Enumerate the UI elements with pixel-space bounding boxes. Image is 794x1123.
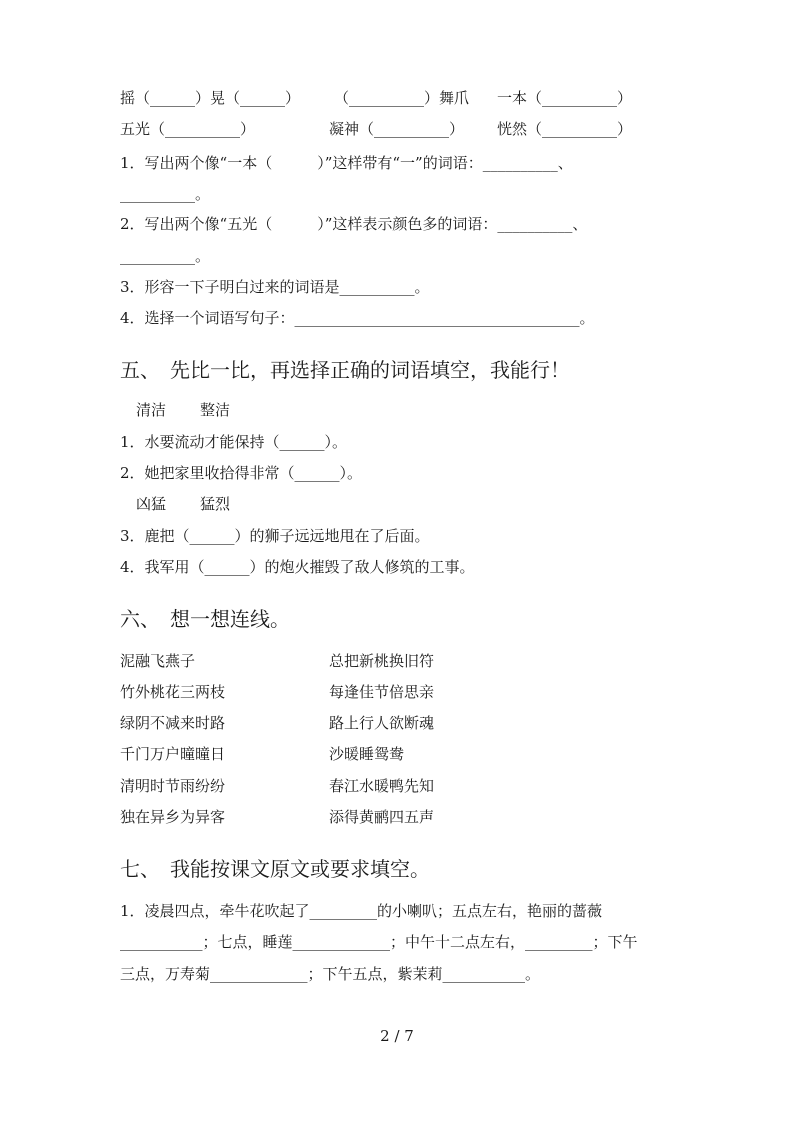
poem-line-right[interactable]: 路上行人欲断魂 [329, 714, 435, 732]
question-line: 3．鹿把（______）的狮子远远地甩在了后面。 [120, 527, 430, 545]
word-choice: 凶猛 [136, 495, 167, 513]
section-heading: 五、 先比一比，再选择正确的词语填空，我能行！ [120, 358, 570, 382]
question-line: 3．形容一下子明白过来的词语是__________。 [120, 278, 430, 296]
poem-line-right[interactable]: 沙暖睡鸳鸯 [329, 745, 405, 763]
question-line: 2．她把家里收拾得非常（______）。 [120, 464, 363, 482]
poem-line-left[interactable]: 绿阴不减来时路 [120, 714, 226, 732]
question-line: 1．写出两个像“一本（ ）”这样带有“一”的词语：__________、 [120, 154, 573, 172]
question-line: 4．我军用（______）的炮火摧毁了敌人修筑的工事。 [120, 558, 475, 576]
poem-line-left[interactable]: 清明时节雨纷纷 [120, 777, 226, 795]
fill-in-paragraph: ___________；七点，睡莲_____________；中午十二点左右，_________；下午 [120, 933, 638, 951]
word-choice: 清洁 [136, 401, 167, 419]
vocab-item: 摇（______）晃（______） [120, 89, 301, 107]
poem-line-left[interactable]: 泥融飞燕子 [120, 652, 196, 670]
question-line: __________。 [120, 247, 211, 265]
fill-in-paragraph: 1．凌晨四点，牵牛花吹起了_________的小喇叭；五点左右，艳丽的蔷薇 [120, 902, 603, 920]
question-line: 4．选择一个词语写句子：______________________________________。 [120, 309, 595, 327]
poem-line-left[interactable]: 独在异乡为异客 [120, 808, 226, 826]
poem-line-left[interactable]: 千门万户曈曈日 [120, 745, 226, 763]
vocab-item: 五光（__________） [120, 120, 256, 138]
question-line: 1．水要流动才能保持（______）。 [120, 433, 348, 451]
poem-line-right[interactable]: 每逢佳节倍思亲 [329, 683, 435, 701]
section-heading: 七、 我能按课文原文或要求填空。 [120, 857, 430, 881]
section-heading: 六、 想一想连线。 [120, 607, 290, 631]
vocab-item: 凝神（__________） [329, 120, 465, 138]
word-choice: 猛烈 [200, 495, 231, 513]
vocab-item: （__________）舞爪 [334, 89, 470, 107]
question-line: __________。 [120, 185, 211, 203]
poem-line-right[interactable]: 总把新桃换旧符 [329, 652, 435, 670]
poem-line-right[interactable]: 添得黄鹂四五声 [329, 808, 435, 826]
page-number: 2 / 7 [380, 1027, 414, 1045]
poem-line-right[interactable]: 春江水暖鸭先知 [329, 777, 435, 795]
word-choice: 整洁 [200, 401, 231, 419]
vocab-item: 恍然（__________） [497, 120, 633, 138]
fill-in-paragraph: 三点，万寿菊_____________；下午五点，紫茉莉___________。 [120, 965, 541, 983]
vocab-item: 一本（__________） [497, 89, 633, 107]
poem-line-left[interactable]: 竹外桃花三两枝 [120, 683, 226, 701]
question-line: 2．写出两个像“五光（ ）”这样表示颜色多的词语：__________、 [120, 215, 588, 233]
